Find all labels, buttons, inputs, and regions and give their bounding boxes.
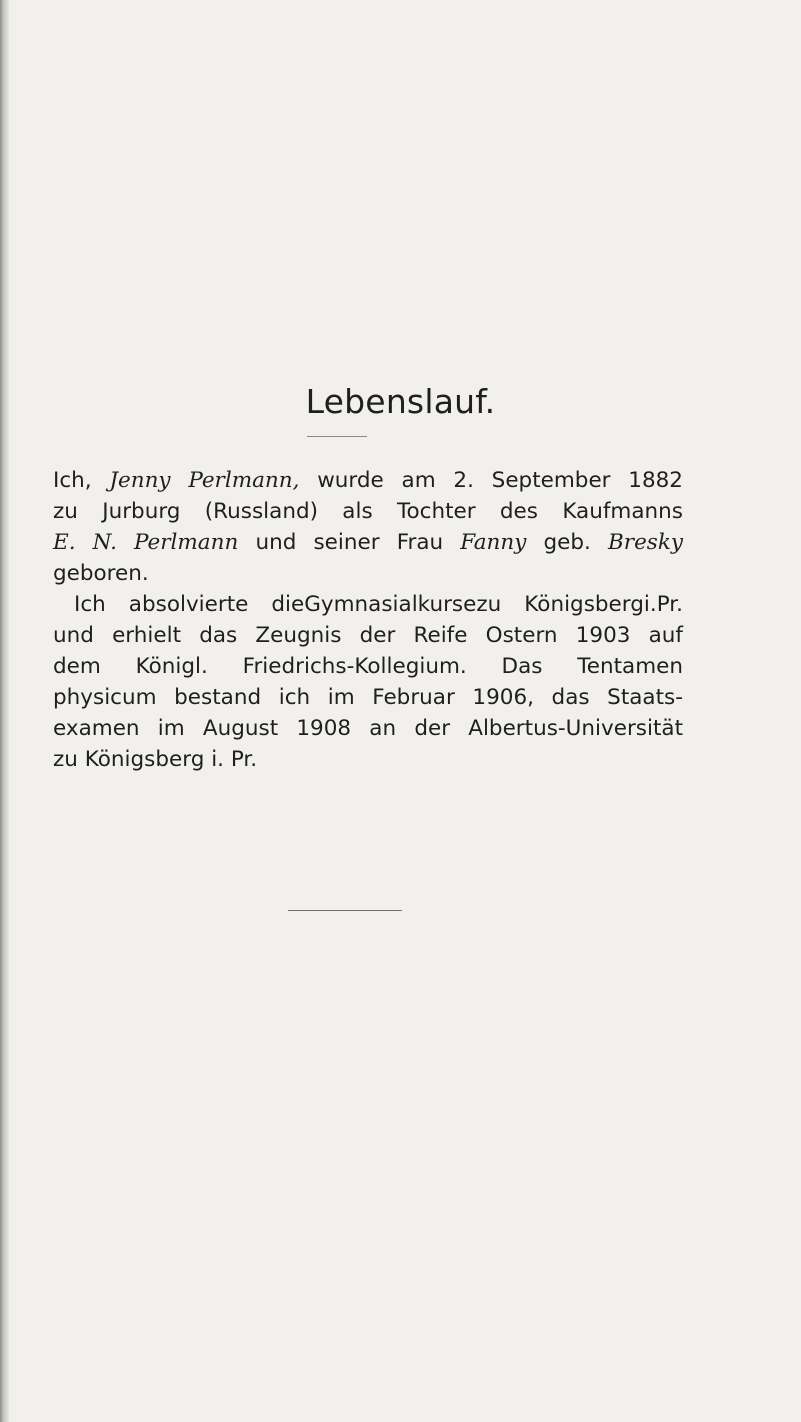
- body-line-3: E. N. Perlmann und seiner Frau Fanny geb. Bresky: [53, 530, 684, 555]
- body-line-7: dem Königl. Friedrichs-Kollegium. Das Tentamen: [53, 654, 683, 679]
- name-jenny-perlmann: Jenny Perlmann,: [109, 468, 300, 493]
- name-maiden: Bresky: [608, 530, 684, 555]
- body-line-4: geboren.: [53, 561, 149, 586]
- body-line-9: examen im August 1908 an der Albertus-Universität: [53, 716, 683, 741]
- document-body: [53, 465, 683, 775]
- body-line-8: physicum bestand ich im Februar 1906, das Staats-: [53, 685, 683, 710]
- body-line-6: und erhielt das Zeugnis der Reife Ostern 1903 auf: [53, 623, 683, 648]
- body-line-2: zu Jurburg (Russland) als Tochter des Kaufmanns: [53, 499, 683, 524]
- page-binding-edge: [0, 0, 9, 1422]
- name-father: E. N. Perlmann: [53, 530, 239, 555]
- body-line-1: Ich, Jenny Perlmann, wurde am 2. September 1882: [53, 468, 683, 493]
- body-line-10: zu Königsberg i. Pr.: [53, 747, 258, 772]
- document-title: Lebenslauf.: [305, 382, 496, 422]
- title-separator-rule: [307, 436, 367, 437]
- body-line-5: Ich absolvierte dieGymnasialkursezu Königsbergi.Pr.: [74, 592, 683, 617]
- closing-separator-rule: [288, 910, 402, 911]
- name-mother: Fanny: [460, 530, 527, 555]
